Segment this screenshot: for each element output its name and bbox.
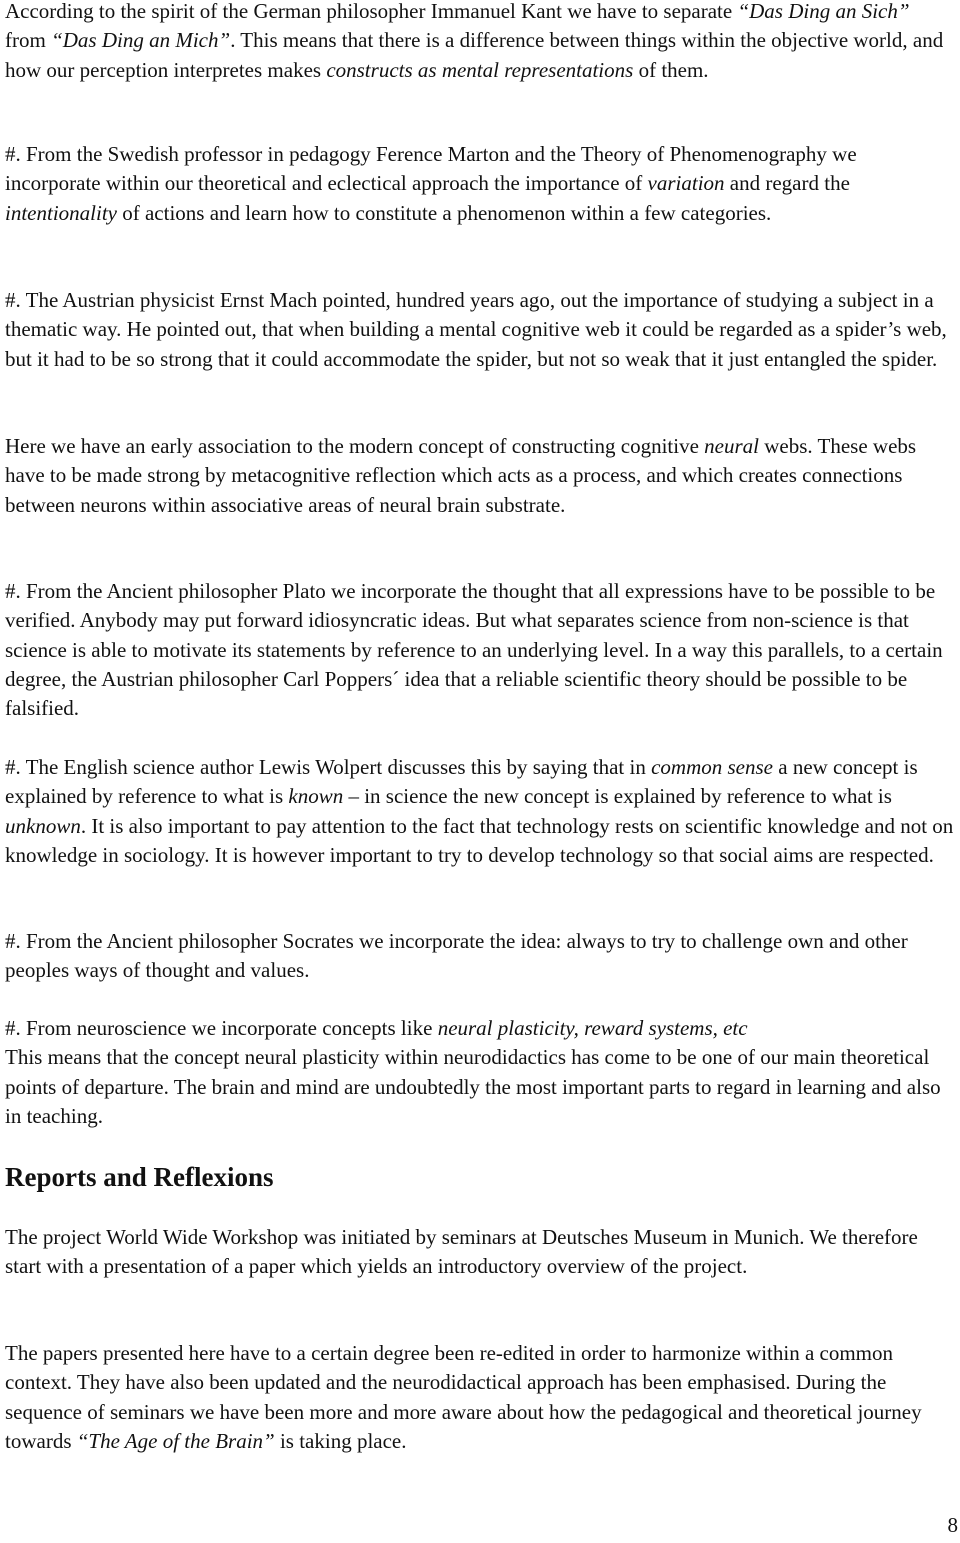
italic-text: “Das Ding an Sich” <box>737 0 910 23</box>
text-run: of them. <box>633 57 709 82</box>
section-heading: Reports and Reflexions <box>5 1162 274 1192</box>
text-run: #. From the Swedish professor in pedagogy Ference Marton and the Theory of Phenomenography we incorporate within our theoretical and eclectical approach the importance of <box>5 142 857 196</box>
paragraph-kant <box>5 0 955 85</box>
italic-text: known <box>288 784 344 809</box>
text-run: . It is also important to pay attention to the fact that technology rests on scientific knowledge and not on knowledge in sociology. It is however important to try to develop technology so that social aims are respected. <box>5 813 954 867</box>
paragraph-neuroscience <box>5 1014 955 1131</box>
text-run: Here we have an early association to the modern concept of constructing cognitive <box>5 434 705 458</box>
italic-text: constructs as mental representations <box>326 57 634 82</box>
italic-text: “Das Ding an Mich” <box>51 28 231 53</box>
italic-text: variation <box>647 171 725 196</box>
text-run: . This means that there is a difference between things within the objective world, and how our perception interpretes makes <box>5 28 944 82</box>
text-run: and regard the <box>724 171 850 196</box>
italic-text: “The Age of the Brain” <box>76 1428 275 1453</box>
italic-text: neural <box>704 434 759 458</box>
text-run: – in science the new concept is explained by reference to what is <box>343 784 892 809</box>
paragraph-papers <box>5 1339 955 1456</box>
text-run: #. From neuroscience we incorporate concepts like <box>5 1016 438 1040</box>
paragraph-socrates: #. From the Ancient philosopher Socrates we incorporate the idea: always to try to challenge own and other peoples ways of thought and values. <box>5 929 908 983</box>
paragraph-project-intro: The project World Wide Workshop was initiated by seminars at Deutsches Museum in Munich. We therefore start with a presentation of a paper which yields an introductory overview of the project. <box>5 1225 918 1279</box>
page-number: 8 <box>947 1513 958 1537</box>
text-run: webs. These webs have to be made strong by metacognitive reflection which acts as a process, and which creates connections between neurons within associative areas of neural brain substrate. <box>5 434 917 517</box>
text-run: is taking place. <box>274 1428 407 1453</box>
italic-text: common sense <box>651 755 773 779</box>
text-run: a new concept is explained by reference to what is <box>5 755 918 809</box>
paragraph-plato: #. From the Ancient philosopher Plato we incorporate the thought that all expressions have to be possible to be verified. Anybody may put forward idiosyncratic ideas. But what separates science from non-science is that science is able to motivate its statements by reference to an underlying level. In a way this parallels, to a certain degree, the Austrian philosopher Carl Poppers´ idea that a reliable scientific theory should be possible to be falsified. <box>5 579 943 721</box>
paragraph-mach: #. The Austrian physicist Ernst Mach pointed, hundred years ago, out the importance of studying a subject in a thematic way. He pointed out, that when building a mental cognitive web it could be regarded as a spider’s web, but it had to be so strong that it could accommodate the spider, but not so weak that it just entangled the spider. <box>5 288 947 371</box>
paragraph-neural-webs <box>5 432 955 520</box>
text-run: of actions and learn how to constitute a phenomenon within a few categories. <box>116 200 772 225</box>
text-run: This means that the concept neural plasticity within neurodidactics has come to be one of our main theoretical points of departure. The brain and mind are undoubtedly the most important parts to regard in learning and also in teaching. <box>5 1045 941 1128</box>
text-run: #. The English science author Lewis Wolpert discusses this by saying that in <box>5 755 652 779</box>
text-run: The papers presented here have to a certain degree been re-edited in order to harmonize within a common context. They have also been updated and the neurodidactical approach has been emphasised. During the sequence of seminars we have been more and more aware about how the pedagogical and theoretical journey towards <box>5 1341 922 1453</box>
italic-text: unknown <box>5 813 81 838</box>
text-run: from <box>5 28 52 53</box>
italic-text: intentionality <box>5 200 117 225</box>
italic-text: neural plasticity, reward systems, etc <box>437 1016 748 1040</box>
paragraph-wolpert <box>5 753 955 870</box>
paragraph-marton <box>5 140 955 228</box>
text-run: According to the spirit of the German philosopher Immanuel Kant we have to separate <box>5 0 738 23</box>
